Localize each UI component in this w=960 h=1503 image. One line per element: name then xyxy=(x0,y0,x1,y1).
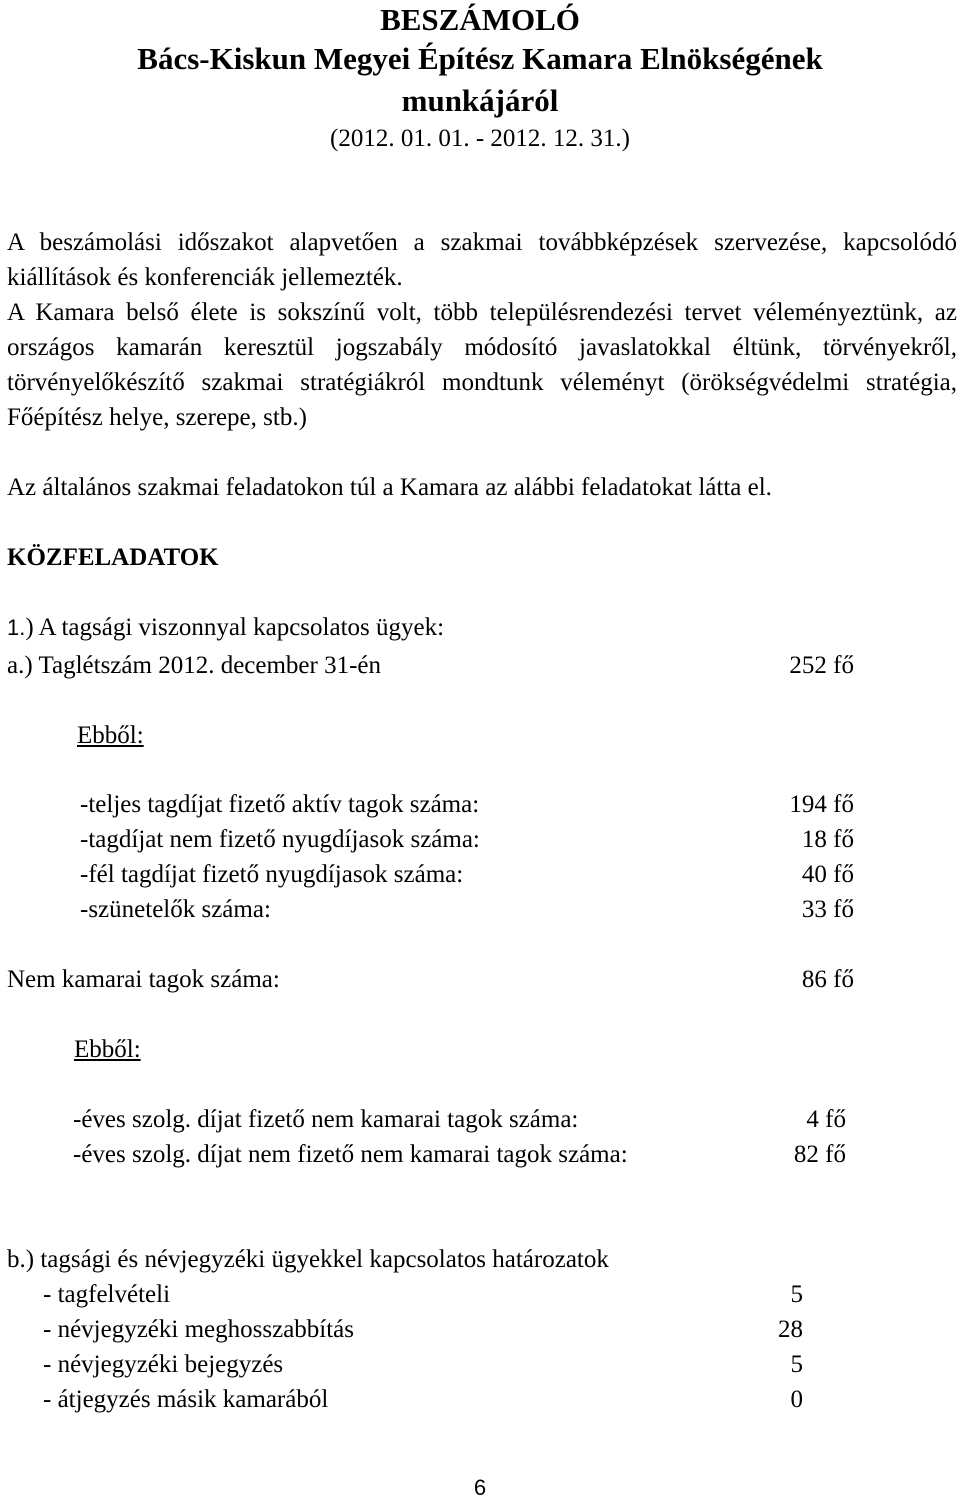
decision-row-value: 5 xyxy=(790,1281,803,1308)
decision-row-value: 5 xyxy=(790,1351,803,1378)
nonmember-count-value: 86 fő xyxy=(801,966,854,993)
section-heading: KÖZFELADATOK xyxy=(7,544,219,571)
subsection-title: ) A tagsági viszonnyal kapcsolatos ügyek: xyxy=(25,614,445,641)
subsection-heading xyxy=(7,610,444,645)
member-row-label: -teljes tagdíjat fizető aktív tagok száma: xyxy=(80,791,480,818)
nonmember-row-value: 4 fő xyxy=(806,1106,846,1133)
member-row-label: -tagdíjat nem fizető nyugdíjasok száma: xyxy=(80,826,480,853)
intro-paragraph-1: A beszámolási időszakot alapvetően a szakmai továbbképzések szervezése, kapcsolódó kiállítások és konferenciák jellemezték. xyxy=(7,229,957,291)
decision-row-label: - tagfelvételi xyxy=(43,1281,171,1308)
member-row-value: 194 fő xyxy=(789,791,854,818)
nonmember-row-value: 82 fő xyxy=(793,1141,846,1168)
member-row-label: -szünetelők száma: xyxy=(80,896,271,923)
nonmember-row-label: -éves szolg. díjat fizető nem kamarai tagok száma: xyxy=(73,1106,579,1133)
document-title: BESZÁMOLÓ xyxy=(380,2,580,37)
decisions-heading: b.) tagsági és névjegyzéki ügyekkel kapcsolatos határozatok xyxy=(7,1246,609,1273)
decision-row-value: 28 xyxy=(778,1316,803,1343)
intro-paragraph-2: A Kamara belső élete is sokszínű volt, több településrendezési tervet véleményeztünk, az országos kamarán keresztül jogszabály módosító javaslatokkal éltünk, törvényekről, törvényelőkészítő szakmai stratégiákról mondtunk véleményt (örökségvédelmi stratégia, Főépítész helye, szerepe, stb.) xyxy=(7,299,957,431)
breakdown-label: Ebből: xyxy=(77,722,144,749)
intro-paragraph-3: Az általános szakmai feladatokon túl a Kamara az alábbi feladatokat látta el. xyxy=(7,474,772,501)
nonmember-row-label: -éves szolg. díjat nem fizető nem kamarai tagok száma: xyxy=(73,1141,628,1168)
decision-row-label: - átjegyzés másik kamarából xyxy=(43,1386,329,1413)
nonmember-count-label: Nem kamarai tagok száma: xyxy=(7,966,280,993)
decision-row-label: - névjegyzéki meghosszabbítás xyxy=(43,1316,355,1343)
member-count-label: a.) Taglétszám 2012. december 31-én xyxy=(7,652,382,679)
page-number: 6 xyxy=(473,1475,487,1500)
subsection-number: 1. xyxy=(7,615,26,640)
document-subtitle-2: munkájáról xyxy=(401,83,559,118)
document-subtitle: Bács-Kiskun Megyei Építész Kamara Elnökségének xyxy=(137,41,823,76)
breakdown-label-2: Ebből: xyxy=(74,1036,141,1063)
decision-row-label: - névjegyzéki bejegyzés xyxy=(43,1351,284,1378)
member-row-value: 33 fő xyxy=(801,896,854,923)
member-count-value: 252 fő xyxy=(789,652,854,679)
member-row-value: 40 fő xyxy=(801,861,854,888)
member-row-value: 18 fő xyxy=(801,826,854,853)
decision-row-value: 0 xyxy=(790,1386,803,1413)
member-row-label: -fél tagdíjat fizető nyugdíjasok száma: xyxy=(80,861,464,888)
report-period: (2012. 01. 01. - 2012. 12. 31.) xyxy=(330,125,630,152)
